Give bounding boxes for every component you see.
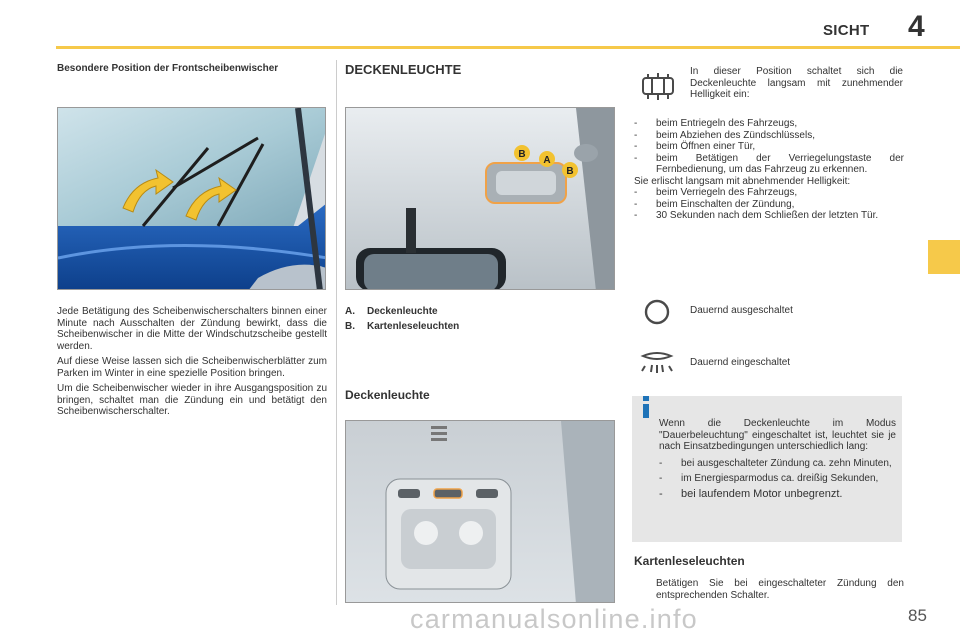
mode-off-label: Dauernd ausgeschaltet bbox=[690, 305, 793, 316]
label-letter-a: A. bbox=[345, 306, 355, 317]
ceiling-light-photo bbox=[345, 107, 615, 290]
photo-marker-b-left: B bbox=[518, 149, 526, 160]
wiper-paragraph-3: Um die Scheibenwischer wieder in ihre Ausgangsposition zu bringen, schaltet man die Zündung ein und betätigt den Scheibenwischerschalter. bbox=[57, 383, 327, 417]
label-text-a: Deckenleuchte bbox=[367, 306, 438, 317]
intro-text: In dieser Position schaltet sich die Deckenleuchte langsam mit zunehmender Helligkeit ein: bbox=[690, 66, 903, 100]
lamp-on-icon bbox=[640, 348, 674, 376]
wiper-paragraph-1: Jede Betätigung des Scheibenwischerschalters binnen einer Minute nach Ausschalten der Zündung bewirkt, dass die Scheibenwischer in die Mitte der Windschutzscheibe gestellt werden. bbox=[57, 306, 327, 352]
page-number: 85 bbox=[908, 606, 927, 625]
wiper-paragraph-2: Auf diese Weise lassen sich die Scheibenwischerblätter zum Parken im Winter in eine spezielle Position bringen. bbox=[57, 356, 327, 379]
on-item-4: beim Betätigen der Verriegelungstaste der Fernbedienung, um das Fahrzeug zu erkennen. bbox=[656, 152, 904, 175]
page-title: DECKENLEUCHTE bbox=[345, 62, 462, 77]
label-text-b: Kartenleseleuchten bbox=[367, 320, 460, 332]
section-title: SICHT bbox=[823, 22, 870, 39]
off-item-3: 30 Sekunden nach dem Schließen der letzten Tür. bbox=[656, 210, 879, 221]
info-item-1: bei ausgeschalteter Zündung ca. zehn Minuten, bbox=[681, 457, 892, 469]
info-item-2: im Energiesparmodus ca. dreißig Sekunden, bbox=[681, 473, 879, 484]
on-item-3: beim Öffnen einer Tür, bbox=[656, 141, 756, 152]
ceiling-light-subheading: Deckenleuchte bbox=[345, 388, 430, 402]
info-icon bbox=[641, 396, 651, 418]
off-item-1: beim Verriegeln des Fahrzeugs, bbox=[656, 187, 798, 198]
header-rule bbox=[56, 46, 960, 49]
map-lights-heading: Kartenleseleuchten bbox=[634, 554, 745, 568]
map-lights-text: Betätigen Sie bei eingeschalteter Zündung den entsprechenden Schalter. bbox=[656, 578, 904, 601]
mode-on-label: Dauernd eingeschaltet bbox=[690, 357, 791, 368]
chapter-number: 4 bbox=[908, 10, 925, 43]
info-text: Wenn die Deckenleuchte im Modus "Dauerbeleuchtung" eingeschaltet ist, leuchtet sie je nach Einsatzbedingungen unterschiedlich lang: bbox=[659, 418, 896, 452]
ceiling-unit-photo bbox=[345, 420, 615, 603]
on-item-2: beim Abziehen des Zündschlüssels, bbox=[656, 129, 815, 141]
column-divider bbox=[336, 60, 337, 605]
on-item-1: beim Entriegeln des Fahrzeugs, bbox=[656, 118, 798, 129]
photo-marker-b-right: B bbox=[566, 166, 574, 177]
off-item-2: beim Einschalten der Zündung, bbox=[656, 198, 795, 210]
watermark: carmanualsonline.info bbox=[410, 604, 698, 634]
lamp-dimmed-icon bbox=[640, 72, 676, 102]
circle-off-icon bbox=[644, 299, 670, 325]
off-intro: Sie erlischt langsam mit abnehmender Helligkeit: bbox=[634, 175, 851, 187]
photo-marker-a: A bbox=[543, 155, 551, 166]
chapter-tab bbox=[928, 240, 960, 274]
pointer-bullet bbox=[634, 578, 656, 601]
wiper-photo bbox=[57, 107, 326, 290]
info-item-3: bei laufendem Motor unbegrenzt. bbox=[681, 487, 843, 500]
wiper-heading: Besondere Position der Frontscheibenwischer bbox=[57, 63, 279, 74]
label-letter-b: B. bbox=[345, 320, 355, 332]
